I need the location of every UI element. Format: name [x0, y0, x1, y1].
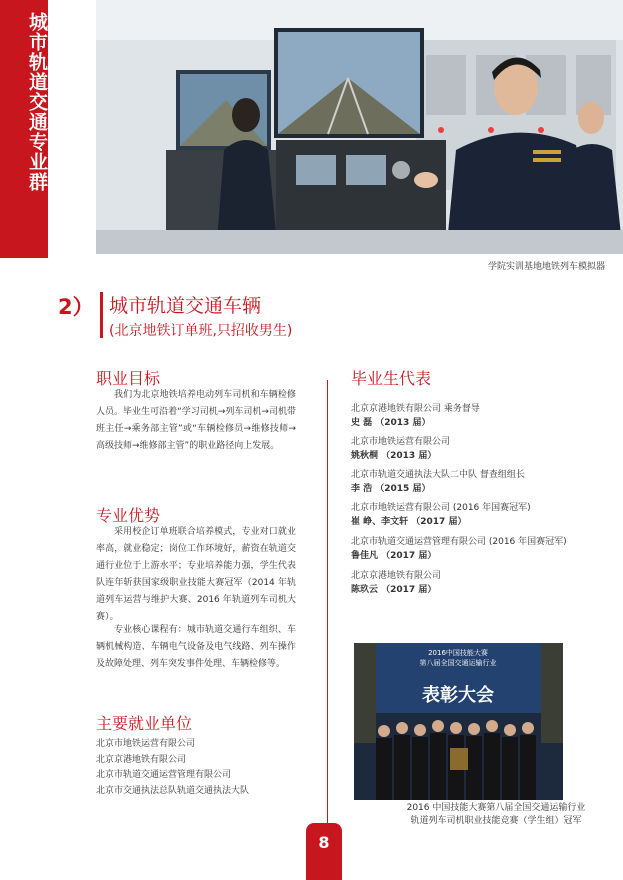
graduate-org: 北京市地铁运营有限公司 (2016 年国赛冠军)	[351, 503, 531, 513]
list-item	[351, 569, 441, 597]
section-divider-bar	[100, 292, 103, 338]
list-item	[351, 535, 567, 563]
graduate-org: 北京市轨道交通执法大队二中队 督查组组长	[351, 470, 525, 480]
section-title: 城市轨道交通车辆	[109, 295, 262, 317]
graduate-name: 鲁佳凡 （2017 届）	[351, 551, 437, 561]
hero-caption: 学院实训基地地铁列车模拟器	[487, 262, 605, 272]
banner-line-1: 2016中国技能大赛	[428, 649, 488, 657]
banner-big-text: 表彰大会	[422, 685, 494, 706]
graduates-heading: 毕业生代表	[351, 369, 432, 388]
graduate-org: 北京市地铁运营有限公司	[351, 437, 451, 447]
section-subtitle: (北京地铁订单班,只招收男生)	[109, 323, 293, 339]
graduate-name: 陈玖云 （2017 届）	[351, 585, 437, 595]
side-category-tab	[0, 0, 48, 258]
advantages-heading: 专业优势	[96, 506, 161, 525]
graduate-name: 姚秋桐 （2013 届）	[351, 451, 437, 461]
award-photo	[354, 643, 563, 800]
advantages-text: 采用校企订单班联合培养模式，专业对口就业率高，就业稳定；岗位工作环境好，薪资在轨道交通行业位于上游水平；专业培养能力强，学生代表队连年斩获国家级职业技能大赛冠军（2014 年轨道列车运营与维护大赛、2016 年轨道列车司机大赛）。	[96, 527, 296, 622]
list-item	[351, 435, 450, 463]
side-tab-label: 城市轨道交通专业群	[26, 12, 48, 192]
career-goal-heading: 职业目标	[96, 369, 161, 388]
list-item	[351, 402, 480, 430]
graduate-org: 北京市轨道交通运营管理有限公司 (2016 年国赛冠军)	[351, 537, 567, 547]
list-item	[351, 501, 531, 529]
graduate-org: 北京京港地铁有限公司	[351, 571, 442, 581]
employers-heading: 主要就业单位	[96, 714, 193, 733]
hero-photo-simulator	[96, 0, 623, 254]
graduate-name: 崔 峥、李文轩 （2017 届）	[351, 517, 467, 527]
list-item: 北京京港地铁有限公司	[96, 754, 187, 765]
graduate-org: 北京京港地铁有限公司 乘务督导	[351, 404, 480, 414]
column-divider	[327, 380, 328, 840]
core-courses-text: 专业核心课程有：城市轨道交通行车组织、车辆机械构造、车辆电气设备及电气线路、列车操作及故障处理、列车突发事件处理、车辆检修等。	[96, 625, 296, 669]
award-photo-caption	[381, 802, 611, 828]
list-item: 北京市地铁运营有限公司	[96, 739, 196, 749]
page-number: 8	[318, 833, 330, 852]
list-item	[351, 468, 525, 496]
graduate-name: 史 磊 （2013 届）	[351, 418, 431, 428]
graduate-name: 李 浩 （2015 届）	[351, 484, 431, 494]
list-item: 北京市轨道交通运营管理有限公司	[96, 770, 232, 780]
banner-line-2: 第八届全国交通运输行业	[419, 659, 497, 667]
caption-line-1: 2016 中国技能大赛第八届全国交通运输行业	[406, 803, 586, 813]
caption-line-2: 轨道列车司机职业技能竞赛（学生组）冠军	[410, 816, 582, 826]
section-number: 2）	[58, 295, 94, 319]
employers-list	[96, 737, 249, 799]
career-goal-text: 我们为北京地铁培养电动列车司机和车辆检修人员。毕业生可沿着“学习司机→列车司机→司机带班主任→乘务部主管”或“车辆检修员→维修技师→高级技师→维修部主管”的职业路径向上发展。	[96, 390, 296, 451]
list-item: 北京市交通执法总队轨道交通执法大队	[96, 785, 250, 796]
